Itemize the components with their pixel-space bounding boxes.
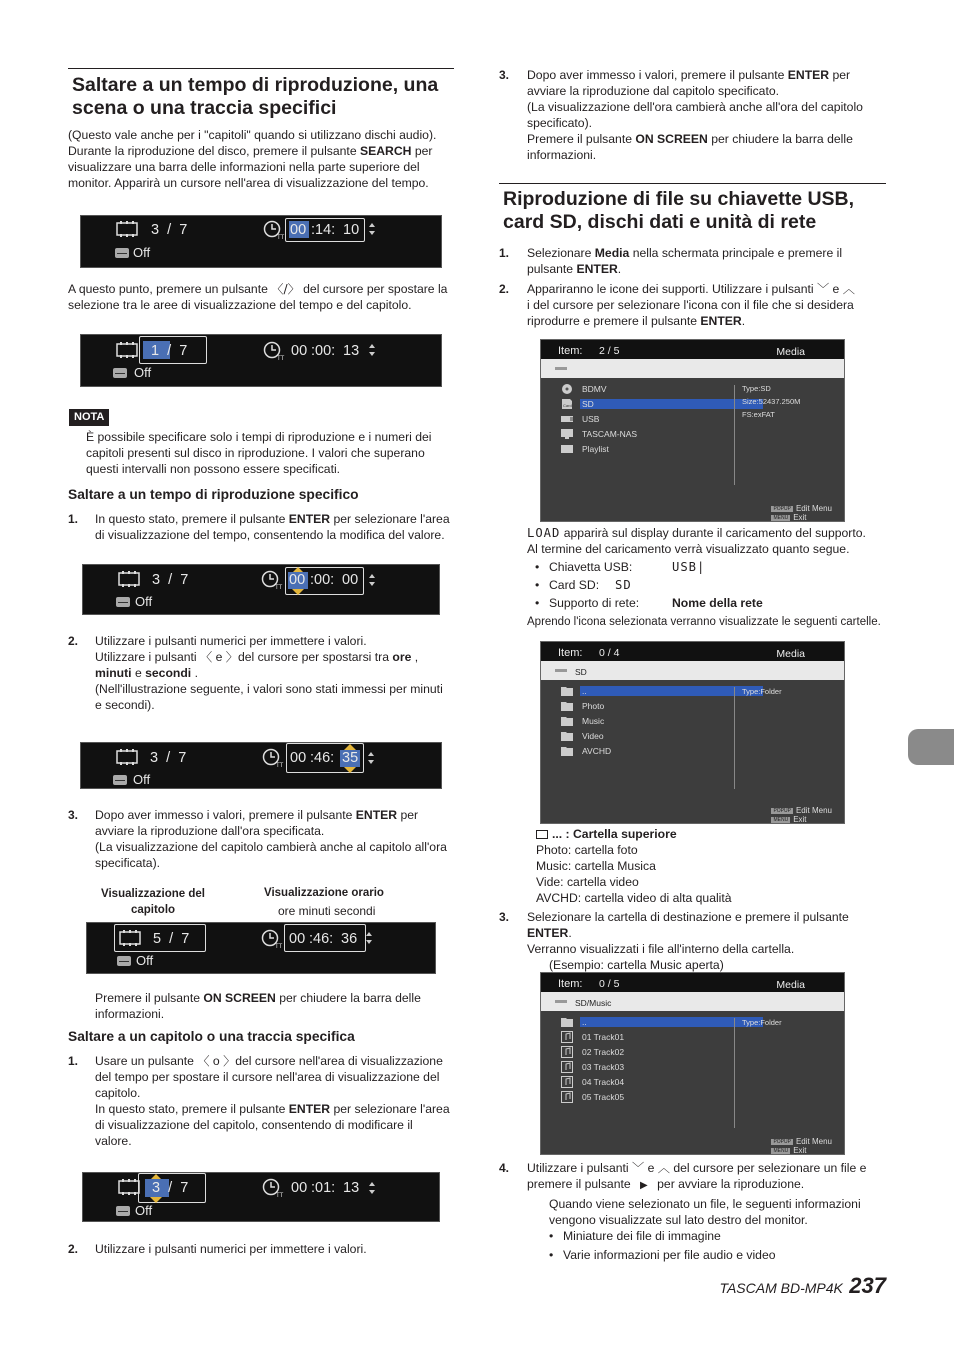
- sd-card-icon: [561, 398, 573, 410]
- load-text: LOAD apparirà sul display durante il caricamento del supporto. Al termine del caricamento verrà visualizzato quanto segue.: [527, 526, 866, 556]
- folder-icon: [536, 830, 548, 839]
- media-step-4: Utilizzare i pulsanti ﹀ e ︿ del cursore per selezionare un file e premere il pulsante ▶ per avviare la riproduzione. Quando viene selezionato un file, le seguenti informazioni vengono visualizzate sul lato destro del monitor.: [527, 1161, 867, 1227]
- info-bar-6: [82, 1172, 440, 1222]
- subtitle-icon: [115, 1205, 131, 1217]
- info-bar-3: [82, 564, 440, 615]
- down-cursor-icon: ﹀: [632, 1161, 645, 1175]
- step-number: 1.: [499, 246, 510, 260]
- chapter-value: 1 / 7: [151, 343, 188, 359]
- subtitle-icon: [116, 955, 132, 967]
- up-down-icon: [368, 573, 376, 587]
- nota-label: NOTA: [69, 409, 109, 426]
- subtitle-icon: [114, 247, 130, 259]
- svg-text:TT: TT: [275, 944, 283, 949]
- subheading-chapter: Saltare a un capitolo o una traccia specifica: [68, 1029, 355, 1044]
- folder-icon: [561, 1016, 573, 1028]
- time-end: 10: [343, 222, 360, 238]
- folder-icon: [561, 685, 573, 697]
- folder-icon: [561, 715, 573, 727]
- media-step-1: Selezionare Media nella schermata principale e premere il pulsante ENTER.: [527, 246, 843, 276]
- subtitle-off: Off: [135, 594, 153, 609]
- left-section-heading: Saltare a un tempo di riproduzione, una scena o una traccia specifici: [72, 74, 439, 119]
- time-hours: 00: [290, 750, 307, 766]
- clock-icon: [261, 929, 283, 949]
- decrement-arrow: [344, 767, 356, 773]
- item-label: Item:: [558, 345, 583, 357]
- subtitle-icon: [115, 596, 131, 608]
- time-end: 13: [343, 343, 360, 359]
- step-number: 1.: [68, 1054, 79, 1068]
- chapter-step-1: Usare un pulsante 〈 o 〉del cursore nell'area di visualizzazione del tempo per spostare il cursore nell'area di visualizzazione del capitolo. In questo stato, premere il pulsante ENTER per selezionare l'area di visualizzazione del capitolo, consentendo di modificare il valore.: [95, 1054, 450, 1148]
- step-number: 2.: [68, 1242, 79, 1256]
- step-number: 2.: [499, 282, 510, 296]
- chapter-value: 3 / 7: [151, 222, 188, 238]
- time-hours: 00: [291, 1180, 308, 1196]
- chapter-value: 5 / 7: [153, 931, 190, 947]
- chapter-icon: [118, 571, 140, 587]
- play-icon: ▶: [640, 1180, 648, 1191]
- up-cursor-icon: ︿: [842, 282, 855, 296]
- step-number: 3.: [499, 68, 510, 82]
- selection-highlight: [580, 686, 763, 696]
- clock-icon: [263, 341, 285, 361]
- disc-icon: [561, 383, 573, 395]
- info-panel: Type:SD Size:52437.250M FS:exFAT: [742, 384, 801, 419]
- path-text: SD: [575, 667, 587, 677]
- up-down-icon: [368, 343, 376, 357]
- chapter-value: 3 / 7: [152, 572, 189, 588]
- item-label: Item:: [558, 647, 583, 659]
- svg-text:Card: Card: [563, 403, 572, 408]
- path-icon: [555, 367, 567, 370]
- media-step-4-bullets: • Miniature dei file di immagine • Varie informazioni per file audio e video: [549, 1229, 776, 1262]
- subtitle-off: Off: [133, 245, 151, 260]
- music-note-icon: [561, 1091, 573, 1103]
- caption-clock-units: ore minuti secondi: [278, 904, 376, 918]
- clock-icon: [261, 570, 283, 590]
- svg-text:TT: TT: [276, 1193, 284, 1198]
- left-right-cursor-icon: 〈/〉: [271, 282, 300, 296]
- folder-icon: [561, 745, 573, 757]
- folder-icon: [561, 700, 573, 712]
- info-bar-1: [80, 215, 442, 268]
- caption-clock: Visualizzazione orario: [264, 887, 384, 899]
- item-count: 0 / 4: [599, 647, 620, 659]
- media-screen-3: Item: 0 / 5 Media SD/Music .. 01 Track01 02 Track02 03 Track03 04 Track04 05 Track05 Type:Folder POPUP Edit Menu MENU Exit: [540, 972, 845, 1155]
- up-down-icon: [368, 222, 376, 236]
- footer-hints: POPUP Edit Menu MENU Exit: [773, 806, 832, 824]
- info-bar-5: [86, 922, 436, 974]
- svg-text:TT: TT: [276, 763, 284, 768]
- subtitle-icon: [112, 774, 128, 786]
- media-screen-2: Item: 0 / 4 Media SD .. Photo Music Video AVCHD Type:Folder POPUP Edit Menu MENU Exit: [540, 641, 845, 824]
- clock-icon: [263, 220, 285, 240]
- left-intro: (Questo vale anche per i "capitoli" quando si utilizzano dischi audio). Durante la riproduzione del disco, premere il pulsante SEARCH per visualizzare una barra delle informazioni nella parte superiore del monitor. Apparirà un cursore nell'area di visualizzazione del tempo.: [68, 128, 437, 190]
- chapter-value: 3 / 7: [150, 750, 187, 766]
- music-note-icon: [561, 1076, 573, 1088]
- time-mid: :14:: [311, 222, 336, 238]
- time-hours: 00: [290, 222, 307, 238]
- media-step-3: Selezionare la cartella di destinazione e premere il pulsante ENTER. Verranno visualizzati i file all'interno della cartella. (Esempio: cartella Music aperta): [527, 910, 849, 972]
- left-para2: A questo punto, premere un pulsante 〈/〉 del cursore per spostare la selezione tra le aree di visualizzazione del tempo e del capitolo.: [68, 282, 448, 312]
- time-mid: :00:: [311, 343, 336, 359]
- time-mid: :46:: [309, 931, 334, 947]
- svg-text:TT: TT: [275, 585, 283, 590]
- up-down-icon: [365, 931, 373, 945]
- selection-highlight: [580, 399, 763, 409]
- item-count: 0 / 5: [599, 978, 620, 990]
- selection-highlight: [580, 1017, 763, 1027]
- chapter-icon: [116, 342, 138, 358]
- chapter-value: 3 / 7: [152, 1180, 189, 1196]
- chapter-icon: [116, 749, 138, 765]
- subtitle-off: Off: [133, 772, 151, 787]
- chapter-icon: [119, 930, 141, 946]
- step-number: 2.: [68, 634, 79, 648]
- time-mid: :00:: [310, 572, 335, 588]
- info-panel: Type:Folder: [742, 687, 782, 696]
- step-number: 1.: [68, 512, 79, 526]
- music-note-icon: [561, 1031, 573, 1043]
- up-cursor-icon: ︿: [657, 1161, 670, 1175]
- chapter-tab: [908, 729, 954, 765]
- item-count: 2 / 5: [599, 345, 620, 357]
- right-heading-rule: [499, 183, 886, 184]
- time-mid: :01:: [311, 1180, 336, 1196]
- clock-icon: [262, 1178, 284, 1198]
- info-bar-4: [80, 742, 442, 789]
- footer-hints: POPUP Edit Menu MENU Exit: [773, 504, 832, 522]
- time-hours: 00: [289, 572, 306, 588]
- left-cursor-icon: 〈: [200, 650, 213, 664]
- time-end: 00: [342, 572, 359, 588]
- down-cursor-icon: ﹀: [816, 282, 830, 296]
- subtitle-off: Off: [136, 953, 154, 968]
- chapter-step-3: Dopo aver immesso i valori, premere il pulsante ENTER per avviare la riproduzione dal capitolo specificato. (La visualizzazione dell'ora cambierà anche all'ora del capitolo specificato). Premere il pulsante ON SCREEN per chiudere la barra delle informazioni.: [527, 68, 863, 162]
- music-note-icon: [561, 1061, 573, 1073]
- load-lcd: LOAD: [527, 526, 561, 540]
- folder-icon: [561, 730, 573, 742]
- time-step-1: In questo stato, premere il pulsante ENTER per selezionare l'area di visualizzazione del tempo, consentendo la modifica del valore.: [95, 512, 450, 542]
- path-icon: [555, 1000, 567, 1003]
- info-bar-2: [80, 334, 442, 387]
- subtitle-icon: [112, 367, 128, 379]
- after-bullets: Aprendo l'icona selezionata verranno visualizzate le seguenti cartelle.: [527, 616, 881, 628]
- step-number: 3.: [68, 808, 79, 822]
- subtitle-off: Off: [135, 1203, 153, 1218]
- item-label: Item:: [558, 978, 583, 990]
- usb-icon: [561, 413, 573, 425]
- chapter-icon: [116, 221, 138, 237]
- right-cursor-icon: 〉: [223, 1054, 236, 1068]
- music-note-icon: [561, 1046, 573, 1058]
- screen-title: Media: [776, 979, 805, 991]
- time-end: 13: [343, 1180, 360, 1196]
- right-cursor-icon: 〉: [225, 650, 238, 664]
- media-screen-1: Item: 2 / 5 Media BDMV Card SD USB TASCAM-NAS Playlist Type:SD Size:52437.250M FS:exFAT POPUP Edit Menu MENU Exit: [540, 339, 845, 522]
- left-heading-rule: [68, 68, 454, 69]
- right-section-heading: Riproduzione di file su chiavette USB, card SD, dischi dati e unità di rete: [503, 188, 855, 233]
- info-divider: [734, 1018, 735, 1128]
- page-number: 237: [849, 1273, 886, 1298]
- footer-brand: TASCAM BD-MP4K: [719, 1280, 843, 1296]
- time-step-3: Dopo aver immesso i valori, premere il pulsante ENTER per avviare la riproduzione dall'ora specificata. (La visualizzazione del capitolo cambierà anche al capitolo all'ora specificata).: [95, 808, 447, 870]
- screen-title: Media: [776, 346, 805, 358]
- up-down-icon: [368, 1181, 376, 1195]
- svg-text:TT: TT: [277, 356, 285, 361]
- path-text: SD/Music: [575, 998, 612, 1008]
- caption-chapter: Visualizzazione del capitolo: [101, 888, 205, 916]
- left-cursor-icon: 〈: [197, 1054, 210, 1068]
- time-hours: 00: [289, 931, 306, 947]
- media-step-2: Appariranno le icone dei supporti. Utilizzare i pulsanti ﹀ e ︿ i del cursore per selezionare l'icona con il file che si desidera riprodurre e premere il pulsante ENTER.: [527, 282, 855, 328]
- step-number: 4.: [499, 1161, 510, 1175]
- info-divider: [734, 687, 735, 789]
- subheading-time: Saltare a un tempo di riproduzione specifico: [68, 487, 359, 502]
- svg-text:TT: TT: [277, 235, 285, 240]
- chapter-icon: [118, 1179, 140, 1195]
- time-step-2: Utilizzare i pulsanti numerici per immettere i valori. Utilizzare i pulsanti 〈 e 〉del cursore per spostarsi tra ore , minuti e secondi . (Nell'illustrazione seguente, i valori sono stati immessi per minuti e secondi).: [95, 634, 443, 712]
- chapter-step-2: Utilizzare i pulsanti numerici per immettere i valori.: [95, 1242, 367, 1256]
- media-bullets: • Chiavetta USB: USB| • Card SD: SD • Supporto di rete: Nome della rete: [535, 560, 763, 610]
- decrement-arrow: [292, 589, 304, 595]
- time-mid: :46:: [310, 750, 335, 766]
- path-icon: [555, 669, 567, 672]
- time-hours: 00: [291, 343, 308, 359]
- network-icon: [561, 428, 573, 440]
- info-panel: Type:Folder: [742, 1018, 782, 1027]
- page-footer: [719, 1273, 886, 1298]
- footer-hints: POPUP Edit Menu MENU Exit: [773, 1137, 832, 1155]
- subtitle-off: Off: [134, 365, 152, 380]
- clock-icon: [262, 748, 284, 768]
- time-end: 36: [341, 931, 358, 947]
- info-divider: [734, 385, 735, 485]
- folder-legend: ... : Cartella superiore Photo: cartella foto Music: cartella Musica Vide: cartella video AVCHD: cartella video di alta qualità: [536, 827, 732, 905]
- nota-text: È possibile specificare solo i tempi di riproduzione e i numeri dei capitoli presenti sul disco in riproduzione. I valori che superano questi intervalli non possono essere specificati.: [86, 430, 432, 476]
- time-step-3b: Premere il pulsante ON SCREEN per chiudere la barra delle informazioni.: [95, 991, 421, 1021]
- time-end: 35: [342, 750, 359, 766]
- up-down-icon: [367, 751, 375, 765]
- playlist-icon: [561, 443, 573, 455]
- screen-title: Media: [776, 648, 805, 660]
- step-number: 3.: [499, 910, 510, 924]
